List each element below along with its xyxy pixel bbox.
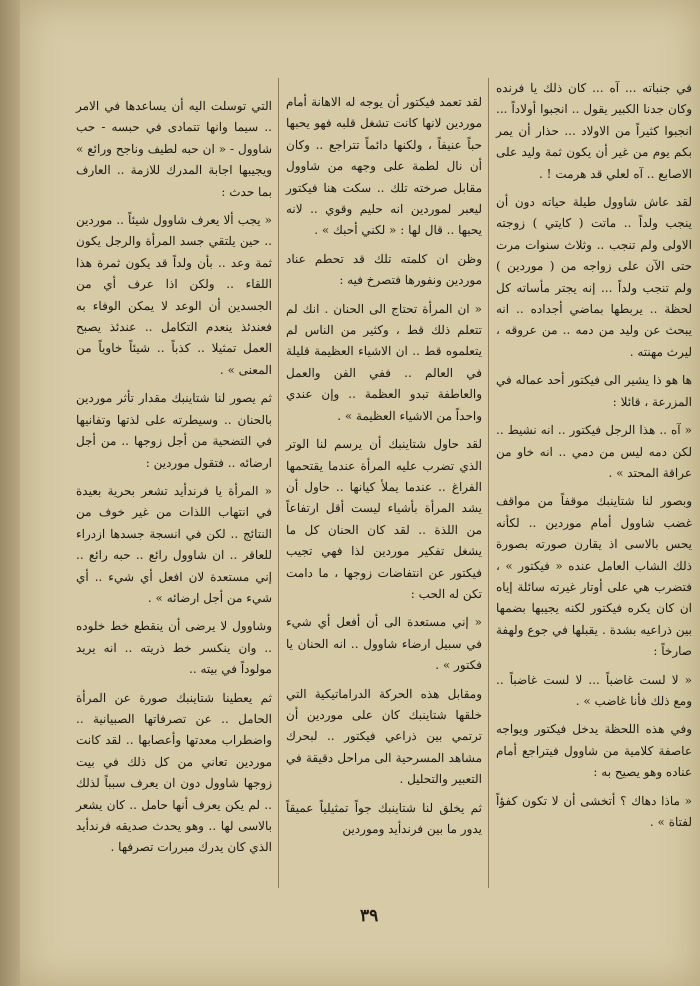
column-divider [278, 78, 279, 888]
paragraph: التي توسلت اليه أن يساعدها في الامر .. سيما وانها تتمادى في حبسه - حب شاوول - « ان حبه لطيف وناجح ورائع » ويجيبها اجابة المدرك للازمة .. العارف بما حدث : [76, 99, 272, 199]
quote-paragraph: « ان المرأة تحتاج الى الحنان . انك لم تتعلم ذلك قط ، وكثير من الناس لم يتعلموه قط .. ان الاشياء العظيمة قليلة في العالم .. ففي الفن والعمل والعاطفة تبدو العظمة .. وإن عندي واحداً من الاشياء العظيمة » . [286, 301, 482, 423]
paragraph: ثم يعطينا شتاينبك صورة عن المرأة الحامل .. عن تصرفاتها الصبيانية .. واضطراب معدتها وأعصابها .. لقد كانت موردين تعاني من كل ذلك في بيت زوجها شاوول دون ان يعرف سبباً لذلك .. لم يكن يعرف أنها حامل .. كان يشعر بالاسى لها .. وهو يحدث صديقه فرندأيد الذي كان يدرك مبررات تصرفها . [76, 690, 272, 855]
quote-paragraph: « المرأة يا فرندأيد تشعر بحرية بعيدة في انتهاب اللذات من غير خوف من النتائج .. لكن في انسجة جسدها ازدراء للعاقر .. ان شاوول رائع .. حبه رائع .. إني مستعدة لان افعل أي شيء .. أي شيء من أجل ارضائه » . [76, 483, 272, 605]
paragraph: وشاوول لا يرضى أن ينقطع خط خلوده .. وان ينكسر خط ذريته .. انه يريد مولوداً في بيته .. [76, 619, 272, 677]
book-binding-edge [0, 0, 20, 986]
paragraph: لقد عاش شاوول طيلة حياته دون أن ينجب ولداً .. ماتت ( كايتي ) زوجته الاولى ولم تنجب .. وثلاث سنوات مرت حتى الآن على زواجه من ( موردين ) ولم تنجب ولداً ... إنه يجتر مأساته كل لحظة .. يربطها بماضي أجداده .. انه يبحث عن وليد من دمه .. من عروقه ، ليرث مهنته . [496, 195, 692, 359]
paragraph: وظن ان كلمته تلك قد تحطم عناد موردين ونفورها فتصرخ فيه : [286, 251, 482, 288]
paragraph: ثم يخلق لنا شتاينبك جواً تمثيلياً عميقاً يدور ما بين فرندأيد وموردين [286, 800, 482, 836]
paragraph: ثم يصور لنا شتاينبك مقدار تأثر موردين بالحنان .. وسيطرته على لذتها وتفانيها في التضحية من أجل زوجها .. من أجل ارضائه .. فتقول موردين : [76, 391, 272, 470]
paragraph: وبصور لنا شتاينبك موقفاً من مواقف غضب شاوول أمام موردين .. لكأنه يحس بالاسى اذ يقارن صورته بصورة ذلك الشاب العامل عنده « فيكتور » ، فتضرب هي على أوتار غيرته سائلة إياه ان كان يكره فيكتور لكنه يجيبها بضمها بين ذراعيه بشدة . يقبلها في جوع ولهفة صارخاً : [496, 494, 692, 659]
text-column-left [76, 96, 272, 866]
paragraph: ومقابل هذه الحركة الدراماتيكية التي خلقها شتاينبك كان على موردين أن ترتمي بين ذراعي فيكتور .. لبحرك مشاهد المسرحية الى مراحل دقيقة في التعبير والتحليل . [286, 686, 482, 787]
column-divider [488, 78, 489, 888]
page-number: ٣٩ [360, 906, 379, 926]
paragraph: في جنباته ... آه ... كان ذلك يا فرنده وكان جدنا الكبير يقول .. انجبوا أولاداً ... انجبوا كثيراً من الاولاد ... حذار أن يمر بكم يوم من غير أن يكون ثمة وليد على الاصابع .. آه لعلي قد هرمت ! . [496, 81, 692, 181]
quote-paragraph: « ماذا دهاك ؟ أتخشى أن لا تكون كفؤاً لفتاة » . [496, 793, 692, 829]
paragraph: وفي هذه اللحظة يدخل فيكتور ويواجه عاصفة كلامية من شاوول فيتراجع أمام عناده وهو يصيح به : [496, 722, 692, 780]
quote-paragraph: « يجب ألا يعرف شاوول شيئاً .. موردين .. حين يلتقي جسد المرأة والرجل يكون ثمة وعد .. بأن ولداً قد يكون ثمرة هذا اللقاء .. ولكن اذا عرف أي من الجسدين أن الوعد لا يمكن الوفاء به فعندئذ ينعدم التكامل .. عندئذ يصبح العمل تمثيلا .. كذباً .. شيئاً خاوياً من المعنى » . [76, 213, 272, 377]
scanned-page [20, 0, 700, 986]
quote-paragraph: « إني مستعدة الى أن أفعل أي شيء في سبيل ارضاء شاوول .. انه الحنان يا فكتور » . [286, 615, 482, 673]
text-column-right [496, 78, 692, 840]
paragraph: ها هو ذا يشير الى فيكتور أحد عماله في المزرعة ، قائلا : [496, 373, 692, 409]
quote-paragraph: « آه .. هذا الرجل فيكتور .. انه نشيط .. لكن دمه ليس من دمي .. انه خاو من عراقة المحتد » . [496, 423, 692, 480]
paragraph: لقد حاول شتاينبك أن يرسم لنا الوتر الذي تضرب عليه المرأة عندما يقتحمها الفراغ .. عندما يملأ كيانها .. حاول أن يشد المرأة بأشياء ليست أقل ارتفاعاً من اللذة .. لقد كان الحنان كل ما يشغل تفكير موردين لذا فهي تجيب فيكتور عن انتفاضات زوجها ، ما دامت تكن له الحب : [286, 437, 482, 601]
quote-paragraph: « لا لست غاضباً ... لا لست غاضباً .. ومع ذلك فأنا غاضب » . [496, 672, 692, 708]
paragraph: لقد تعمد فيكتور أن يوجه له الاهانة أمام موردين لانها كانت تشغل قلبه فهو يحبها حباً عنيفاً ، ولكنها دائماً تتراجع .. وكان أن نال لطمة على وجهه من شاوول مقابل صرخته تلك .. سكت هنا فيكتور ليعبر لموردين انه حليم وقوي .. لانه يحبها .. قال لها : « لكني أحبك » . [286, 95, 482, 238]
text-column-middle [286, 92, 482, 847]
